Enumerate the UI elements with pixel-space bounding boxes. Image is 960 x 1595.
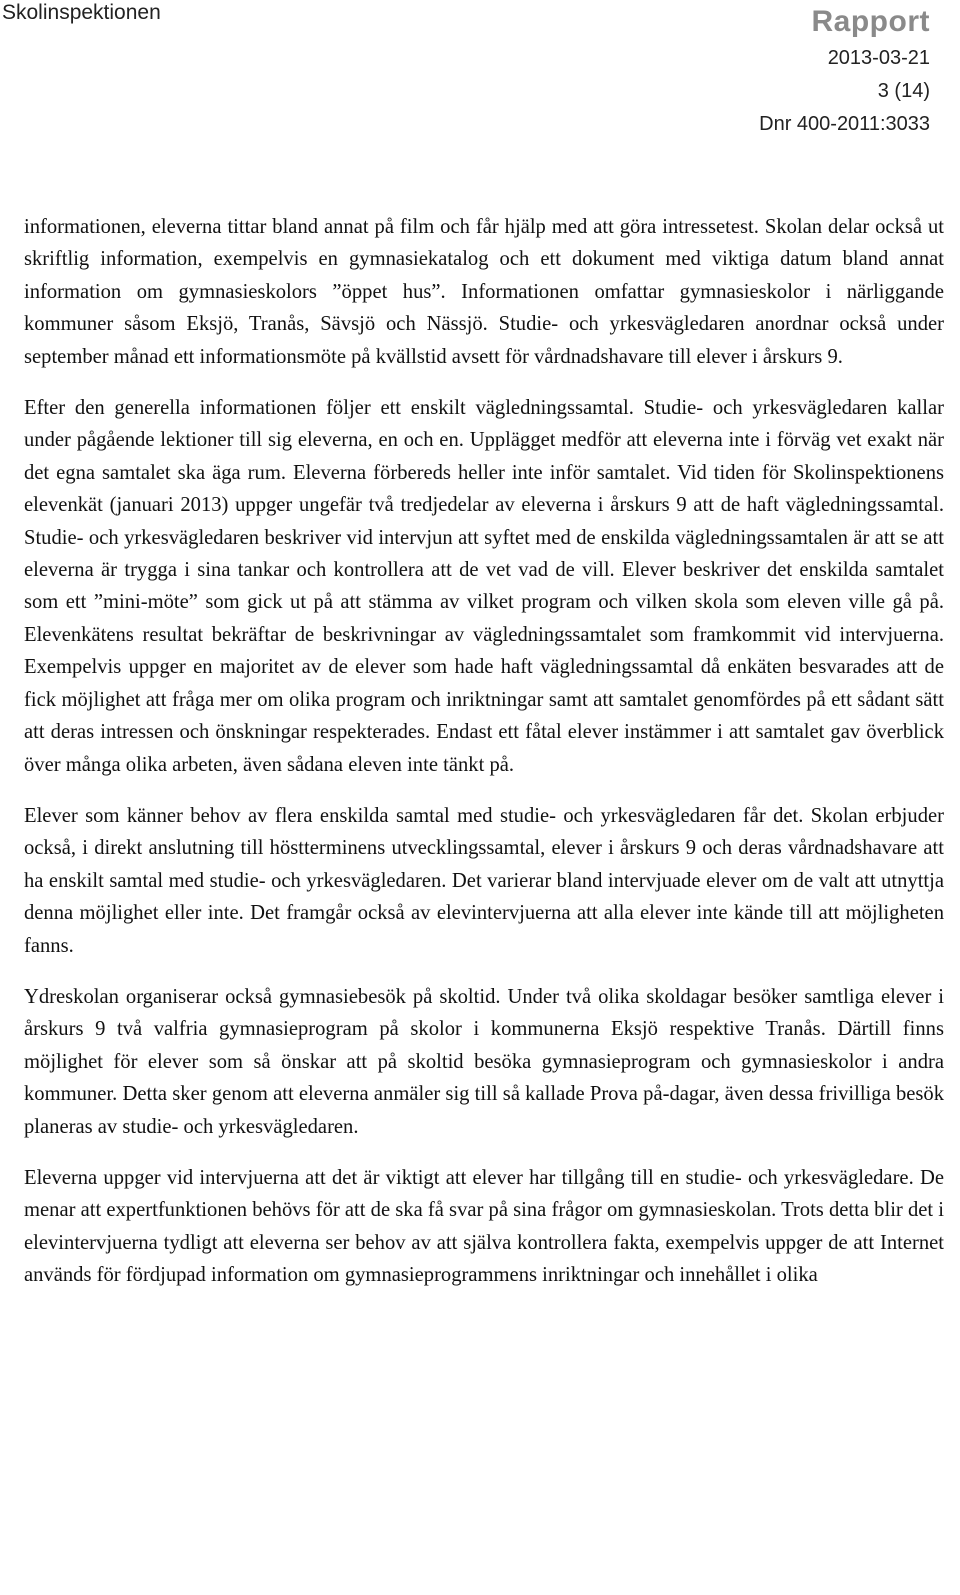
dnr-number: Dnr 400-2011:3033 xyxy=(759,113,930,135)
report-header xyxy=(759,2,930,141)
report-date: 2013-03-21 xyxy=(827,47,930,69)
report-body xyxy=(24,211,944,1311)
report-title: Rapport xyxy=(811,5,930,38)
paragraph-information-continuation: informationen, eleverna tittar bland annat på film och får hjälp med att göra intressetest. Skolan delar också ut skriftlig information, exempelvis en gymnasiekatalog och ett dokument med viktiga datum bland annat information om gymnasieskolors ”öppet hus”. Informationen omfattar gymnasieskolor i närliggande kommuner såsom Eksjö, Tranås, Sävsjö och Nässjö. Studie- och yrkesvägledaren anordnar också under september månad ett informationsmöte på kvällstid avsett för vårdnadshavare till elever i årskurs 9. xyxy=(24,216,944,368)
paragraph-school-visits: Ydreskolan organiserar också gymnasiebesök på skoltid. Under två olika skoldagar besöker samtliga elever i årskurs 9 två valfria gymnasieprogram på skolor i kommunerna Eksjö respektive Tranås. Därtill finns möjlighet för elever som så önskar att på skoltid besöka gymnasieprogram och gymnasieskolor i andra kommuner. Detta sker genom att eleverna anmäler sig till så kallade Prova på-dagar, även dessa frivilliga besök planeras av studie- och yrkesvägledaren. xyxy=(24,985,944,1138)
organization-name: Skolinspektionen xyxy=(2,1,161,24)
paragraph-guidance-conversation: Efter den generella informationen följer ett enskilt vägledningssamtal. Studie- och yrkesvägledaren kallar under pågående lektioner till sig eleverna, en och en. Upplägget medför att eleverna inte i förväg vet exakt när det egna samtalet ska äga rum. Eleverna förbereds heller inte inför samtalet. Vid tiden för Skolinspektionens elevenkät (januari 2013) uppger ungefär två tredjedelar av eleverna i årskurs 9 att de haft vägledningssamtal. Studie- och yrkesvägledaren beskriver vid intervjun att syftet med de enskilda vägledningssamtalen är att se att eleverna är trygga i sina tankar och kontrollera att de vet vad de vill. Elever beskriver det enskilda samtalet som ett ”mini-möte” som gick ut på att stämma av vilket program och vilken skola som eleven ville gå på. Elevenkätens resultat bekräftar de beskrivningar av vägledningssamtalet som framkommit vid intervjuerna. Exempelvis uppger en majoritet av de elever som hade haft vägledningssamtal då enkäten besvarades att de fick möjlighet att fråga mer om olika program och inriktningar samt att samtalet genomfördes på ett sådant sätt att deras intressen och önskningar respekterades. Endast ett fåtal elever instämmer i att samtalet gav överblick över många olika arbeten, även sådana eleven inte tänkt på. xyxy=(24,397,944,776)
paragraph-additional-conversations: Elever som känner behov av flera enskilda samtal med studie- och yrkesvägledaren får det. Skolan erbjuder också, i direkt anslutning till höstterminens utvecklingssamtal, elever i årskurs 9 och deras vårdnadshavare att ha enskilt samtal med studie- och yrkesvägledaren. Det varierar bland intervjuade elever om de valt att utnyttja denna möjlighet eller inte. Det framgår också av elevintervjuerna att alla elever inte kände till att möjligheten fanns. xyxy=(24,804,944,957)
page-number: 3 (14) xyxy=(877,80,930,102)
paragraph-student-interviews: Eleverna uppger vid intervjuerna att det är viktigt att elever har tillgång till en studie- och yrkesvägledare. De menar att expertfunktionen behövs för att de ska få svar på sina frågor om gymnasieskolan. Trots detta blir det i elevintervjuerna tydligt att eleverna ser behov av att själva kontrollera fakta, exempelvis uppger de att Internet används för fördjupad information om gymnasieprogrammens inriktningar och innehållet i olika xyxy=(24,1166,944,1287)
